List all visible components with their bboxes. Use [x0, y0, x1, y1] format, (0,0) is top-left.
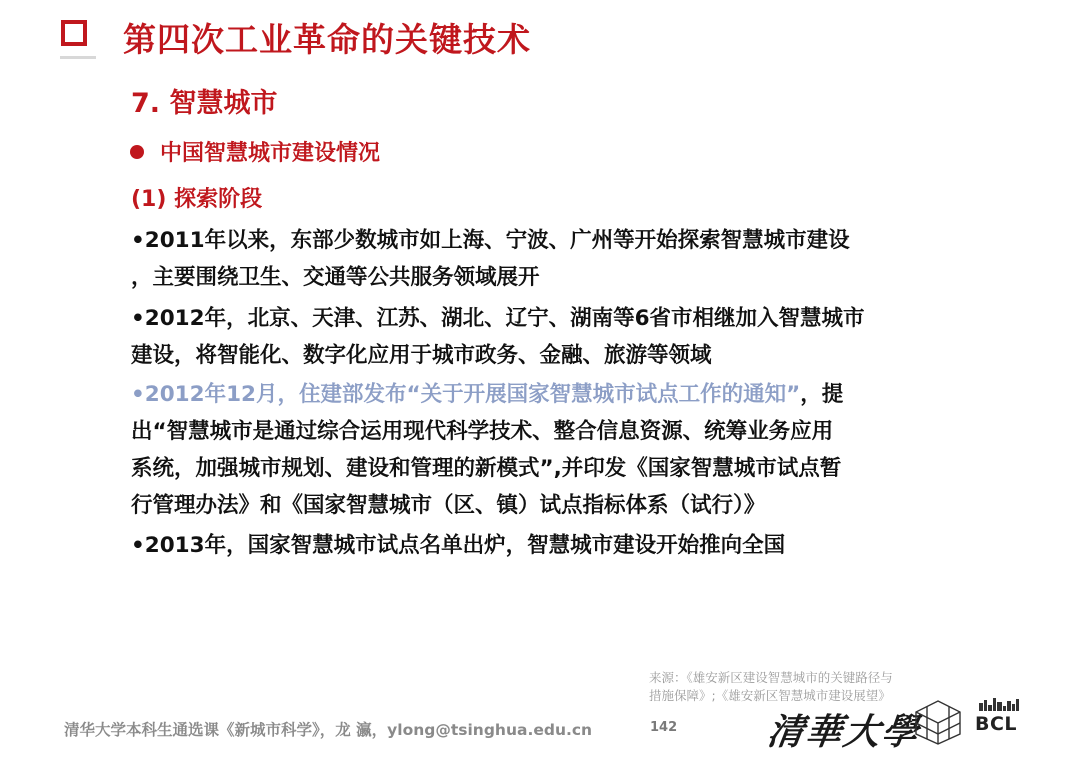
stage-heading: (1) 探索阶段 — [131, 187, 263, 212]
paragraph-line: •2012年，北京、天津、江苏、湖北、辽宁、湖南等6省市相继加入智慧城市 — [131, 306, 865, 331]
paragraph-2012-dec — [131, 376, 951, 524]
paragraph-2011 — [131, 222, 951, 296]
subheading: 中国智慧城市建设情况 — [160, 141, 381, 166]
cube-logo-icon — [912, 698, 964, 746]
footer-course-info: 清华大学本科生通选课《新城市科学》，龙 瀛，ylong@tsinghua.edu.cn — [64, 721, 593, 739]
paragraph-2013 — [131, 527, 951, 564]
paragraph-line: 出“智慧城市是通过综合运用现代科学技术、整合信息资源、统筹业务应用 — [131, 419, 834, 444]
slide-title: 第四次工业革命的关键技术 — [123, 20, 531, 59]
paragraph-line: •2011年以来，东部少数城市如上海、宁波、广州等开始探索智慧城市建设 — [131, 228, 850, 253]
bcl-lab-logo: BCL — [975, 713, 1018, 735]
tsinghua-university-logo: 清華大學 — [764, 711, 923, 753]
source-note — [649, 669, 893, 705]
source-note-line: 措施保障》;《雄安新区智慧城市建设展望》 — [649, 688, 891, 703]
bullet-dot-icon — [130, 145, 144, 159]
title-square-icon — [61, 20, 87, 46]
paragraph-line: 系统，加强城市规划、建设和管理的新模式”,并印发《国家智慧城市试点暂 — [131, 456, 842, 481]
page-number: 142 — [650, 720, 678, 735]
paragraph-text: ，提 — [800, 382, 844, 407]
paragraph-line: 行管理办法》和《国家智慧城市（区、镇）试点指标体系（试行）》 — [131, 493, 766, 518]
paragraph-line — [131, 376, 951, 413]
skyline-icon — [977, 697, 1023, 711]
section-heading: 7. 智慧城市 — [131, 88, 278, 119]
highlighted-text: •2012年12月，住建部发布“关于开展国家智慧城市试点工作的通知” — [131, 382, 801, 407]
paragraph-line: 建设，将智能化、数字化应用于城市政务、金融、旅游等领域 — [131, 343, 712, 368]
paragraph-line: ，主要围绕卫生、交通等公共服务领域展开 — [131, 265, 540, 290]
paragraph-line: •2013年，国家智慧城市试点名单出炉，智慧城市建设开始推向全国 — [131, 533, 786, 558]
source-note-line: 来源：《雄安新区建设智慧城市的关键路径与 — [649, 670, 893, 685]
paragraph-2012 — [131, 300, 951, 374]
title-underline-decoration — [60, 56, 96, 59]
